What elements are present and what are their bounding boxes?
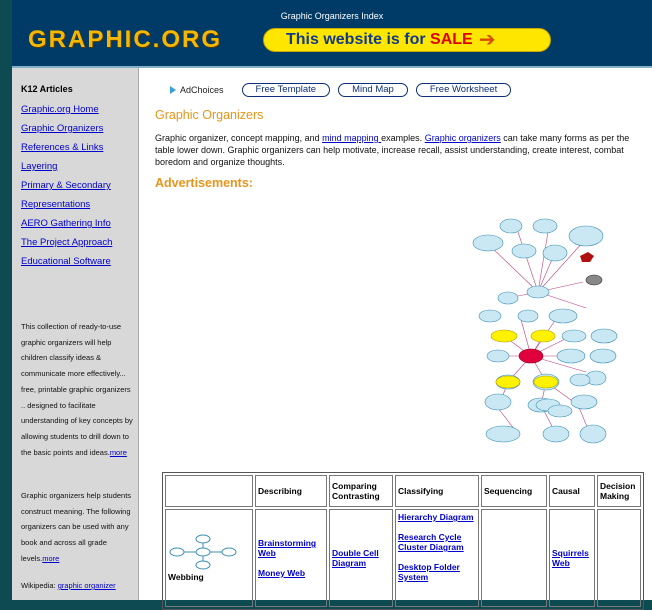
squirrels-web-link[interactable]: Squirrels Web: [552, 548, 589, 568]
top-buttons: [170, 83, 511, 97]
adchoices-icon: [170, 86, 176, 94]
desktop-folder-link[interactable]: Desktop Folder System: [398, 562, 460, 582]
describing-cell: [255, 509, 327, 607]
sidebar-link-layering[interactable]: Layering: [21, 161, 58, 172]
sidebar-link-project-approach[interactable]: The Project Approach: [21, 237, 113, 248]
brainstorming-web-link[interactable]: Brainstorming Web: [258, 538, 317, 558]
section-title: Graphic Organizers: [155, 108, 264, 122]
sidebar-link-primary-secondary[interactable]: Primary & Secondary: [21, 180, 111, 191]
table-row: [165, 509, 641, 607]
site-header: [12, 0, 652, 68]
free-template-button[interactable]: Free Template: [242, 83, 331, 97]
table-header-cell: Describing: [255, 475, 327, 507]
sidebar-link-references[interactable]: References & Links: [21, 142, 104, 153]
sidebar-link-graphic-organizers[interactable]: Graphic Organizers: [21, 123, 104, 134]
sidebar-link-representations[interactable]: Representations: [21, 199, 91, 210]
mind-map-button[interactable]: Mind Map: [338, 83, 408, 97]
page-title: Graphic Organizers Index: [280, 11, 384, 21]
sidebar-description-2: Graphic organizers help students construct meaning. The following organizers can be used with any book and across all grade levels.more: [21, 491, 132, 563]
table-header-cell: Causal: [549, 475, 595, 507]
table-header-cell: [165, 475, 253, 507]
concept-map-diagram[interactable]: [468, 212, 618, 444]
table-header-cell: Classifying: [395, 475, 479, 507]
sidebar-link-aero[interactable]: AERO Gathering Info: [21, 218, 111, 229]
sale-banner[interactable]: [263, 28, 551, 52]
sidebar-wikipedia: Wikipedia: graphic organizer: [21, 581, 116, 590]
intro-text: Graphic organizer, concept mapping, and mind mapping examples. Graphic organizers can take many forms as per the table lower down. Graphic organizers can help motivate, increase recall, assist understanding, create interest, combat boredom and organize thoughts.: [155, 133, 630, 167]
table-header-cell: Comparing Contrasting: [329, 475, 393, 507]
adchoices[interactable]: AdChoices: [170, 85, 224, 95]
table-header-cell: Decision Making: [597, 475, 641, 507]
double-cell-diagram-link[interactable]: Double Cell Diagram: [332, 548, 379, 568]
research-cycle-link[interactable]: Research Cycle Cluster Diagram: [398, 532, 464, 552]
classifying-cell: [395, 509, 479, 607]
comparing-cell: [329, 509, 393, 607]
sidebar-link-educational-software[interactable]: Educational Software: [21, 256, 111, 267]
table-header-cell: Sequencing: [481, 475, 547, 507]
graphic-organizers-link[interactable]: Graphic organizers: [424, 133, 501, 143]
money-web-link[interactable]: Money Web: [258, 568, 306, 578]
more-link[interactable]: more: [109, 447, 127, 457]
sale-text: This website is for SALE: [286, 31, 473, 48]
wikipedia-link[interactable]: graphic organizer: [57, 581, 116, 590]
webbing-cell: [165, 509, 253, 607]
sidebar-link-home[interactable]: Graphic.org Home: [21, 104, 99, 115]
table-header-row: [165, 475, 641, 507]
ads-heading: Advertisements:: [155, 176, 253, 190]
main-content: [138, 68, 652, 600]
decision-cell: [597, 509, 641, 607]
webbing-icon: [168, 534, 238, 570]
sidebar: [12, 68, 139, 600]
arrow-right-icon: ➔: [478, 29, 496, 51]
more-link[interactable]: more: [42, 553, 60, 563]
sidebar-heading: K12 Articles: [21, 84, 73, 94]
hierarchy-diagram-link[interactable]: Hierarchy Diagram: [398, 512, 474, 522]
sidebar-description: This collection of ready-to-use graphic organizers will help children classify ideas & communicate more effectively... free, printable graphic organizers .. designed to facilitate understanding of key concepts by allowing students to drill down to the basic points and ideas.more: [21, 322, 133, 457]
mind-mapping-link[interactable]: mind mapping: [322, 133, 382, 143]
free-worksheet-button[interactable]: Free Worksheet: [416, 83, 511, 97]
site-logo[interactable]: GRAPHIC.ORG: [28, 26, 223, 53]
organizer-table: [162, 472, 644, 610]
sequencing-cell: [481, 509, 547, 607]
causal-cell: [549, 509, 595, 607]
webbing-label: Webbing: [168, 572, 204, 582]
